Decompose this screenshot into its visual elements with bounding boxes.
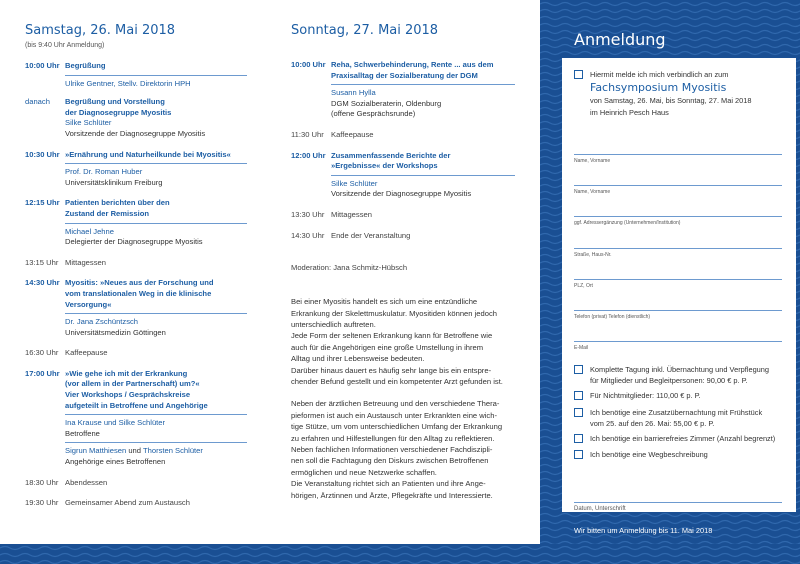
program-entry: [25, 258, 247, 269]
saturday-program: [25, 61, 247, 509]
registration-deadline: Wir bitten um Anmeldung bis 11. Mai 2018: [574, 526, 713, 535]
entry-title: Zusammenfassende Berichte der: [331, 150, 451, 160]
entry-speaker: Prof. Dr. Roman Huber: [65, 167, 143, 177]
option-label: vom 25. auf den 26. Mai: 55,00 € p. P.: [590, 419, 715, 428]
text-line: ermöglichen und neue Netzwerke schaffen.: [291, 467, 437, 477]
wave-line: [540, 3, 800, 6]
program-entry: [25, 97, 247, 139]
entry-title: Kaffeepause: [65, 348, 108, 358]
option-checkbox[interactable]: [574, 434, 583, 443]
entry-time: 13:30 Uhr: [291, 209, 325, 219]
program-entry: [25, 61, 247, 89]
option-full-conference: [590, 364, 790, 386]
entry-speaker: Thorsten Schlüter: [142, 446, 203, 456]
entry-speaker: Ina Krause und Silke Schlüter: [65, 418, 166, 428]
entry-time: 18:30 Uhr: [25, 477, 59, 487]
program-entry: [291, 231, 515, 242]
saturday-column: [25, 0, 247, 509]
symposium-title: Fachsymposium Myositis: [590, 81, 727, 94]
program-entry: [25, 478, 247, 489]
entry-title: Versorgung«: [65, 299, 112, 309]
entry-title: Myositis: »Neues aus der Forschung und: [65, 278, 214, 288]
saturday-title: Samstag, 26. Mai 2018: [25, 23, 176, 38]
entry-role: (offene Gesprächsrunde): [331, 109, 416, 119]
program-entry: [25, 348, 247, 359]
field-label: E-Mail: [574, 345, 589, 351]
entry-time: 13:15 Uhr: [25, 257, 59, 267]
option-checkbox[interactable]: [574, 391, 583, 400]
field-label: PLZ, Ort: [574, 283, 593, 289]
registration-intro: Hiermit melde ich mich verbindlich an zum: [590, 70, 729, 79]
entry-title: Patienten berichten über den: [65, 198, 170, 208]
entry-speaker: Michael Jehne: [65, 226, 114, 236]
entry-time: 12:00 Uhr: [291, 150, 326, 160]
entry-time: 11:30 Uhr: [291, 129, 324, 139]
entry-speaker: Ulrike Gentner, Stellv. Direktorin HPH: [65, 78, 191, 88]
moderation-note: Moderation: Jana Schmitz-Hübsch: [291, 263, 408, 273]
entry-role: Angehörige eines Betroffenen: [65, 457, 166, 467]
entry-speaker-connector: und: [126, 446, 143, 456]
symposium-dates: von Samstag, 26. Mai, bis Sonntag, 27. Mai 2018: [590, 96, 752, 105]
text-line: Neben fachlichen Informationen verschiedener Fachdiszipli-: [291, 445, 493, 454]
registration-title: Anmeldung: [574, 30, 666, 49]
program-entry: [25, 198, 247, 247]
entry-title: Ende der Veranstaltung: [331, 230, 411, 240]
signature-field[interactable]: [574, 502, 782, 512]
sunday-program: [291, 60, 515, 241]
wave-line: [0, 547, 800, 550]
entry-title: Vier Workshops / Gesprächskreise: [65, 390, 191, 400]
entry-title: vom translationalen Weg in die klinische: [65, 288, 212, 298]
sunday-title: Sonntag, 27. Mai 2018: [291, 23, 439, 38]
entry-time: 12:15 Uhr: [25, 198, 60, 208]
entry-title: der Diagnosegruppe Myositis: [65, 107, 172, 117]
entry-title: Abendessen: [65, 477, 108, 487]
text-line: Alltag und ihrer Lebensweise bedeuten.: [291, 354, 425, 364]
entry-time: 16:30 Uhr: [25, 348, 59, 358]
entry-title: Begrüßung und Vorstellung: [65, 97, 165, 107]
symposium-venue: im Heinrich Pesch Haus: [590, 108, 669, 117]
text-line: auch für die Angehörigen eine große Umstellung in ihrem: [291, 342, 484, 352]
option-extra-night: [590, 407, 790, 429]
entry-time: 14:30 Uhr: [25, 278, 60, 288]
option-label: Ich benötige eine Wegbeschreibung: [590, 450, 708, 459]
entry-speaker: Dr. Jana Zschüntzsch: [65, 317, 139, 327]
text-line: Die Veranstaltung richtet sich an Patienten und ihre Ange-: [291, 479, 486, 489]
entry-time: 14:30 Uhr: [291, 230, 325, 240]
wave-line: [0, 554, 800, 557]
sunday-column: [291, 0, 515, 501]
program-entry: [25, 150, 247, 189]
entry-role: DGM Sozialberaterin, Oldenburg: [331, 98, 442, 108]
entry-title: Begrüßung: [65, 61, 106, 70]
wave-line: [540, 17, 800, 20]
entry-speaker: Silke Schlüter: [331, 178, 378, 188]
program-entry: [291, 210, 515, 221]
entry-time: 10:30 Uhr: [25, 149, 60, 159]
text-line: Jede Form der seltenen Erkrankung kann für Betroffene wie: [291, 331, 493, 341]
entry-time: danach: [25, 97, 50, 107]
entry-title: Zustand der Remission: [65, 208, 149, 218]
street-field[interactable]: [574, 248, 782, 258]
text-line: pieformen ist auch ein Austausch unter Erkrankten eine wich-: [291, 410, 497, 420]
entry-title: »Ernährung und Naturheilkunde bei Myositis«: [65, 149, 231, 159]
wave-line: [0, 561, 800, 564]
program-entry: [291, 130, 515, 141]
option-non-members: [590, 390, 790, 401]
bottom-wave-band: [0, 544, 800, 564]
entry-title: Praxisalltag der Sozialberatung der DGM: [331, 70, 478, 80]
text-line: Erkrankung der Skelettmuskulatur. Myositiden können jedoch: [291, 308, 497, 318]
registration-checkbox[interactable]: [574, 70, 583, 79]
email-field[interactable]: [574, 341, 782, 351]
option-label: Ich benötige eine Zusatzübernachtung mit Frühstück: [590, 408, 763, 417]
entry-title: aufgeteilt in Betroffene und Angehörige: [65, 400, 208, 410]
entry-title: Reha, Schwerbehinderung, Rente ... aus dem: [331, 60, 494, 69]
entry-speaker: Silke Schlüter: [65, 118, 112, 128]
option-label: Komplette Tagung inkl. Übernachtung und Verpflegung: [590, 365, 770, 374]
entry-time: 17:00 Uhr: [25, 368, 60, 378]
wave-line: [540, 24, 800, 27]
text-line: hörigen, Ärztinnen und Ärzte, Pflegekräfte und Interessierte.: [291, 490, 493, 500]
text-line: nen soll die Fachtagung den Diskurs zwischen Betroffenen: [291, 456, 489, 466]
option-checkbox[interactable]: [574, 365, 583, 374]
entry-role: Universitätsklinikum Freiburg: [65, 177, 163, 187]
field-label: Name, Vorname: [574, 158, 611, 164]
zip-city-field[interactable]: [574, 279, 782, 289]
text-line: tige Stütze, um vom unterschiedlichen Umfang der Erkrankung: [291, 422, 503, 432]
entry-role: Vorsitzende der Diagnosegruppe Myositis: [65, 128, 206, 138]
text-line: Bei einer Myositis handelt es sich um eine entzündliche: [291, 297, 478, 307]
entry-title: Mittagessen: [65, 257, 106, 267]
entry-role: Delegierter der Diagnosegruppe Myositis: [65, 237, 203, 247]
wave-line: [540, 514, 800, 517]
entry-title: (vor allem in der Partnerschaft) um?«: [65, 379, 200, 389]
field-label: Straße, Haus-Nr.: [574, 252, 612, 258]
entry-role: Vorsitzende der Diagnosegruppe Myositis: [331, 189, 472, 199]
option-accessible-room: [590, 433, 790, 444]
wave-line: [540, 521, 800, 524]
program-entry: [25, 278, 247, 338]
entry-speaker: Susann Hylla: [331, 88, 376, 98]
entry-title: »Ergebnisse« der Workshops: [331, 161, 438, 171]
field-label: Telefon (privat) Telefon (dienstlich): [574, 314, 651, 320]
wave-line: [540, 10, 800, 13]
entry-speaker: Sigrun Matthiesen: [65, 446, 127, 456]
entry-time: 10:00 Uhr: [291, 60, 326, 69]
wave-line: [540, 52, 800, 55]
entry-time: 10:00 Uhr: [25, 61, 60, 70]
text-line: unterschiedlich auftreten.: [291, 319, 376, 329]
text-line: Darüber hinaus dauert es häufig sehr lange bis ein entspre-: [291, 365, 492, 375]
text-line: chender Befund gestellt und ein kompetenter Arzt gefunden ist.: [291, 376, 503, 386]
phone-field[interactable]: [574, 310, 782, 320]
option-checkbox[interactable]: [574, 450, 583, 459]
entry-title: Kaffeepause: [331, 129, 374, 139]
text-line: zu erfahren und Hilfestellungen für den Alltag zu reflektieren.: [291, 433, 495, 443]
program-entry: [291, 60, 515, 120]
entry-time: 19:30 Uhr: [25, 498, 59, 508]
option-label: für Mitglieder und Begleitpersonen: 90,00 € p. P.: [590, 376, 748, 385]
entry-role: Betroffene: [65, 428, 100, 438]
text-line: Neben der ärztlichen Betreuung und den verschiedene Thera-: [291, 399, 500, 409]
field-label: Name, Vorname: [574, 189, 611, 195]
name-field[interactable]: [574, 185, 782, 195]
name-field[interactable]: [574, 154, 782, 164]
program-entry: [25, 498, 247, 509]
wave-pattern: [0, 544, 800, 564]
entry-title: Mittagessen: [331, 209, 372, 219]
program-entry: [291, 151, 515, 200]
option-label: Ich benötige ein barrierefreies Zimmer (Anzahl begrenzt): [590, 434, 776, 443]
field-label: ggf. Adressergänzung (Unternehmen/Institution): [574, 220, 681, 226]
entry-role: Universitätsmedizin Göttingen: [65, 327, 166, 337]
program-entry: [25, 369, 247, 468]
option-checkbox[interactable]: [574, 408, 583, 417]
option-directions: [590, 449, 790, 460]
description-text: [291, 296, 515, 501]
entry-title: Gemeinsamer Abend zum Austausch: [65, 498, 190, 508]
registration-time-note: (bis 9:40 Uhr Anmeldung): [25, 42, 105, 49]
option-label: Für Nichtmitglieder: 110,00 € p. P.: [590, 391, 701, 400]
field-label: Datum, Unterschrift: [574, 506, 626, 512]
entry-title: »Wie gehe ich mit der Erkrankung: [65, 368, 188, 378]
address-extra-field[interactable]: [574, 216, 782, 226]
